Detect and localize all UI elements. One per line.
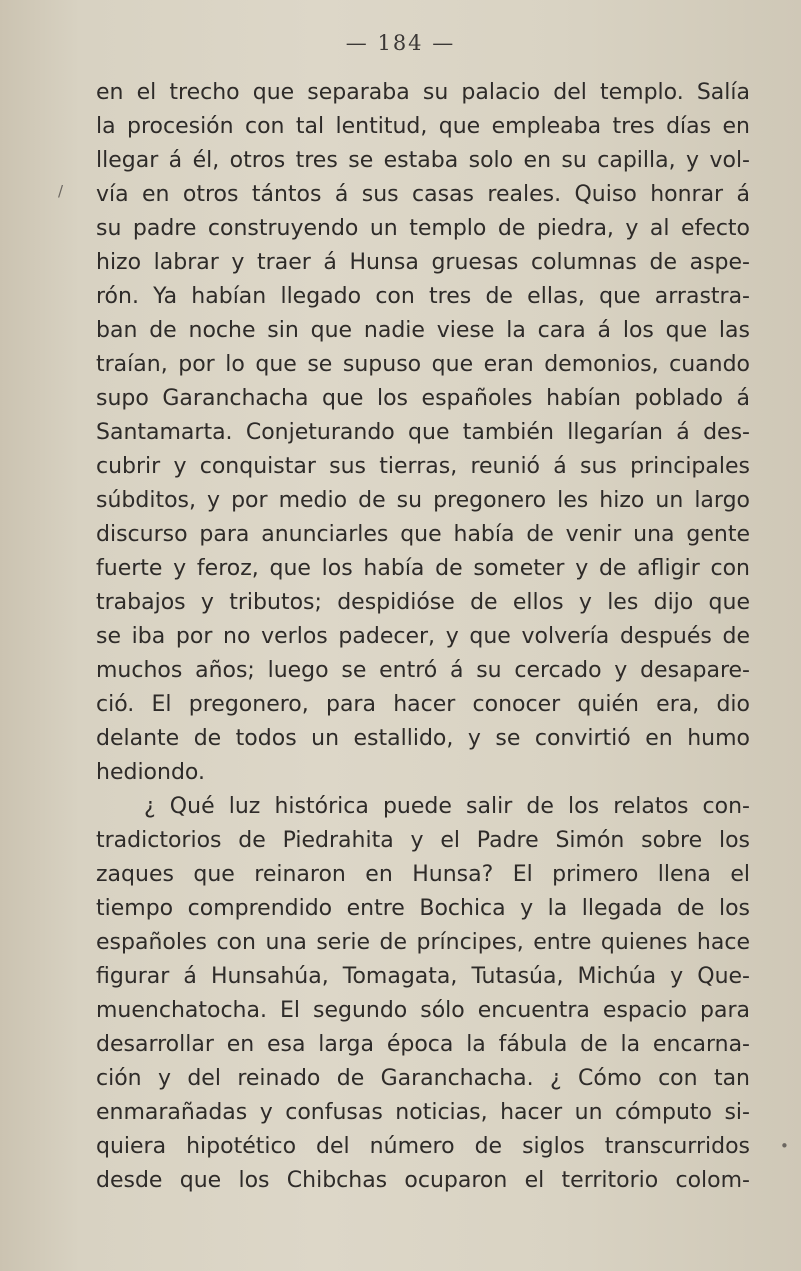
text-line: quiera hipotético del número de siglos transcurridos xyxy=(96,1134,750,1159)
text-line: discurso para anunciarles que había de venir una gente xyxy=(96,522,750,547)
text-line: supo Garanchacha que los españoles habían poblado á xyxy=(96,386,750,411)
text-line: trabajos y tributos; despidióse de ellos y les dijo que xyxy=(96,590,750,615)
text-line: desde que los Chibchas ocuparon el territorio colom- xyxy=(96,1168,750,1193)
text-line: muchos años; luego se entró á su cercado y desapare- xyxy=(96,658,750,683)
text-line: hizo labrar y traer á Hunsa gruesas columnas de aspe- xyxy=(96,250,750,275)
text-line: llegar á él, otros tres se estaba solo en su capilla, y vol- xyxy=(96,148,750,173)
text-line: cubrir y conquistar sus tierras, reunió á sus principales xyxy=(96,454,750,479)
text-line: en el trecho que separaba su palacio del templo. Salía xyxy=(96,80,750,105)
text-line: desarrollar en esa larga época la fábula de la encarna- xyxy=(96,1032,750,1057)
text-line: la procesión con tal lentitud, que empleaba tres días en xyxy=(96,114,750,139)
text-line: se iba por no verlos padecer, y que volvería después de xyxy=(96,624,750,649)
text-line: ció. El pregonero, para hacer conocer quién era, dio xyxy=(96,692,750,717)
text-line: tradictorios de Piedrahita y el Padre Simón sobre los xyxy=(96,828,750,853)
text-line: traían, por lo que se supuso que eran demonios, cuando xyxy=(96,352,750,377)
text-line: ban de noche sin que nadie viese la cara á los que las xyxy=(96,318,750,343)
text-line: figurar á Hunsahúa, Tomagata, Tutasúa, Michúa y Que- xyxy=(96,964,750,989)
text-line: vía en otros tántos á sus casas reales. Quiso honrar á xyxy=(96,182,750,207)
text-line: tiempo comprendido entre Bochica y la llegada de los xyxy=(96,896,750,921)
margin-mark-right: • xyxy=(780,1137,789,1155)
text-line: súbditos, y por medio de su pregonero les hizo un largo xyxy=(96,488,750,513)
text-line: enmarañadas y confusas noticias, hacer un cómputo si- xyxy=(96,1100,750,1125)
text-line: ción y del reinado de Garanchacha. ¿ Cómo con tan xyxy=(96,1066,750,1091)
text-line: zaques que reinaron en Hunsa? El primero llena el xyxy=(96,862,750,887)
text-line: hediondo. xyxy=(96,760,205,785)
text-line: su padre construyendo un templo de piedra, y al efecto xyxy=(96,216,750,241)
text-line: Santamarta. Conjeturando que también llegarían á des- xyxy=(96,420,750,445)
text-line: fuerte y feroz, que los había de someter y de afligir con xyxy=(96,556,750,581)
page-number: — 184 — xyxy=(345,31,456,55)
text-line: rón. Ya habían llegado con tres de ellas, que arrastra- xyxy=(96,284,750,309)
margin-mark-left: / xyxy=(58,182,64,200)
text-line: delante de todos un estallido, y se convirtió en humo xyxy=(96,726,750,751)
text-line: ¿ Qué luz histórica puede salir de los relatos con- xyxy=(144,794,750,819)
text-line: muenchatocha. El segundo sólo encuentra espacio para xyxy=(96,998,750,1023)
text-line: españoles con una serie de príncipes, entre quienes hace xyxy=(96,930,750,955)
